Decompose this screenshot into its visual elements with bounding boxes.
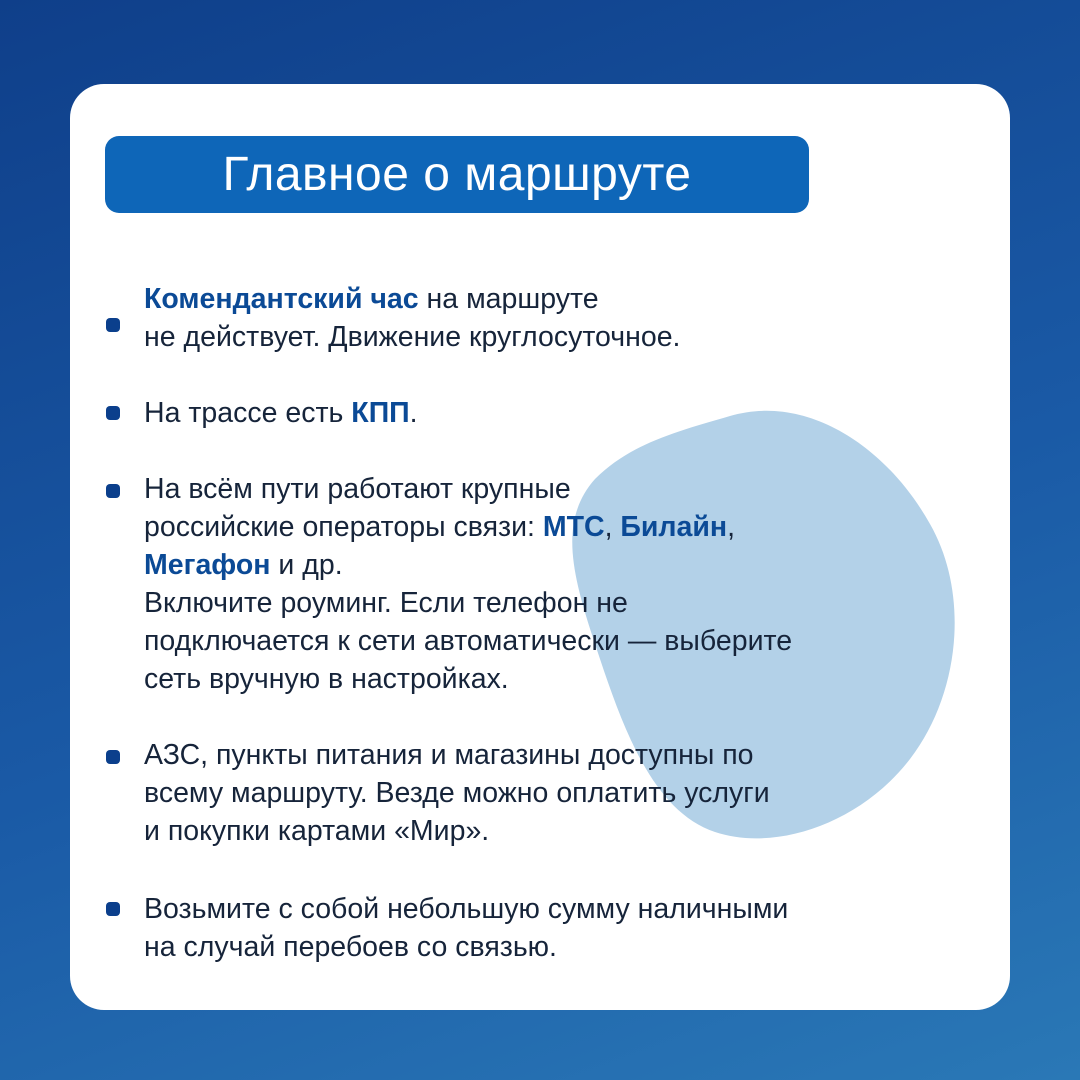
bullet-icon (106, 750, 120, 764)
bold-text: Комендантский час (144, 283, 419, 315)
bullet-icon (106, 902, 120, 916)
plain-text: Включите роуминг. Если телефон не (144, 587, 628, 619)
list-item-text (144, 280, 934, 356)
plain-text: , (604, 511, 621, 543)
list-item-text (144, 736, 934, 850)
content-card (70, 84, 1010, 1010)
plain-text: и покупки картами «Мир». (144, 815, 490, 847)
plain-text: На всём пути работают крупные (144, 473, 571, 505)
bullet-icon (106, 484, 120, 498)
plain-text: , (727, 511, 736, 543)
bold-text: Билайн (620, 511, 728, 543)
plain-text: сеть вручную в настройках. (144, 663, 509, 695)
plain-text: Возьмите с собой небольшую сумму наличными (144, 893, 789, 925)
plain-text: не действует. Движение круглосуточное. (144, 321, 681, 353)
plain-text: . (409, 397, 418, 429)
title-banner (105, 136, 809, 213)
list-item-cash (106, 890, 934, 966)
list-item-text (144, 394, 934, 432)
page-title: Главное о маршруте (222, 148, 692, 201)
list-item-text (144, 890, 934, 966)
list-item-text (144, 470, 934, 698)
list-item-checkpoint (106, 394, 934, 432)
list-item-stations (106, 736, 934, 850)
plain-text: На трассе есть (144, 397, 352, 429)
plain-text: на маршруте (418, 283, 599, 315)
plain-text: на случай перебоев со связью. (144, 931, 557, 963)
plain-text: российские операторы связи: (144, 511, 543, 543)
bold-text: МТС (542, 511, 605, 543)
list-item-curfew (106, 280, 934, 356)
list-item-operators (106, 470, 934, 698)
plain-text: и др. (270, 549, 343, 581)
plain-text: всему маршруту. Везде можно оплатить услуги (144, 777, 770, 809)
plain-text: АЗС, пункты питания и магазины доступны по (144, 739, 754, 771)
bullet-icon (106, 318, 120, 332)
bold-text: КПП (351, 397, 410, 429)
plain-text: подключается к сети автоматически — выберите (144, 625, 793, 657)
bold-text: Мегафон (144, 549, 271, 581)
bullet-icon (106, 406, 120, 420)
